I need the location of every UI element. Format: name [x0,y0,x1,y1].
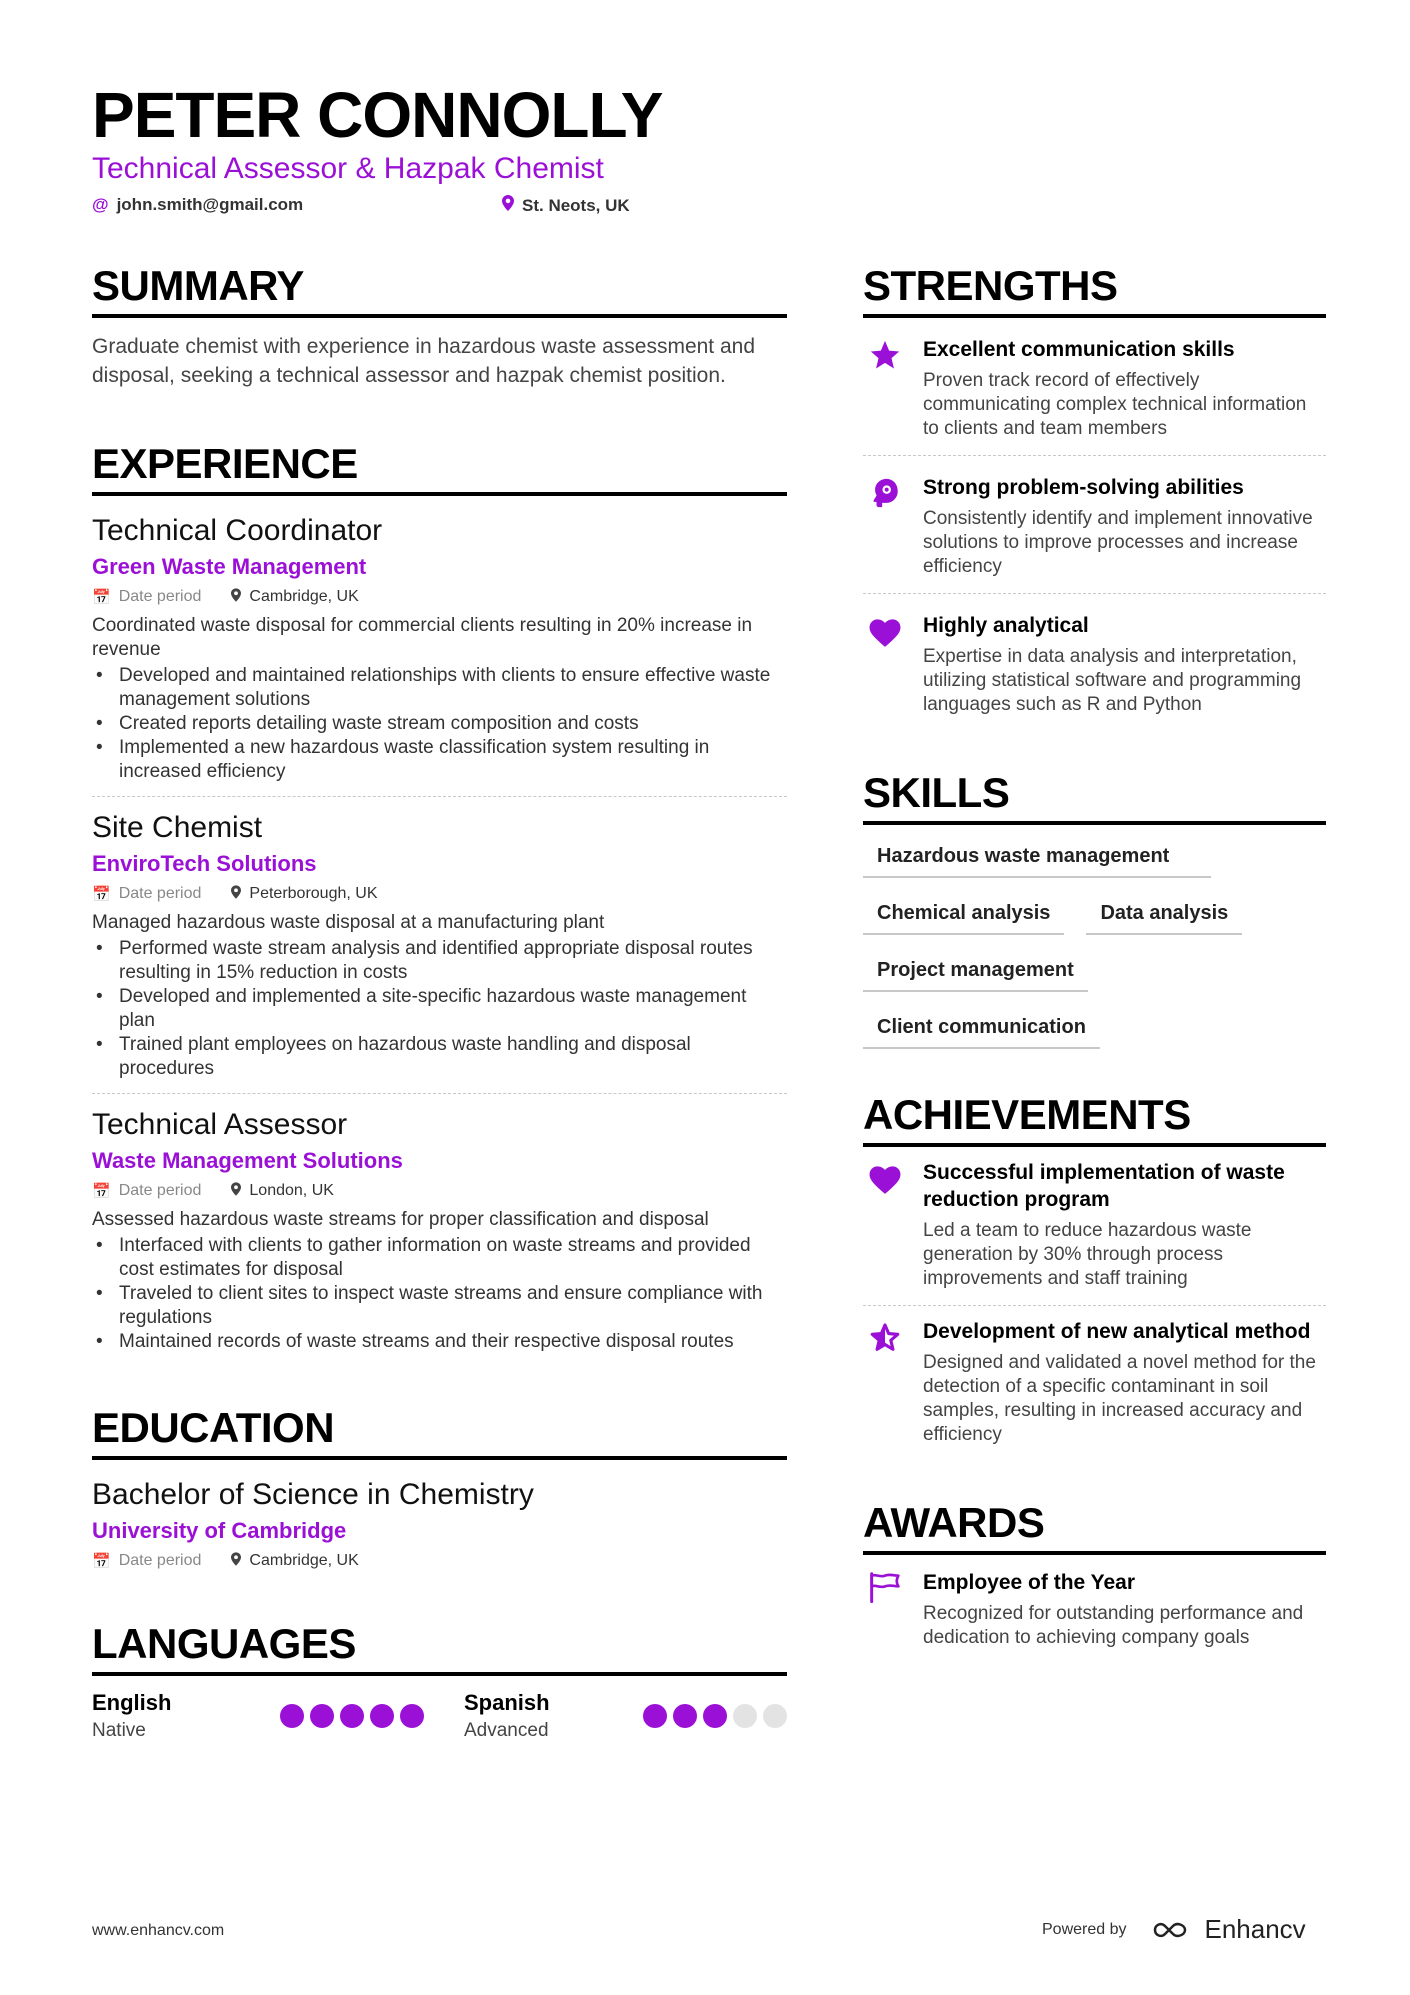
company-name: Waste Management Solutions [92,1148,403,1173]
rating-dot-filled [280,1704,304,1728]
degree: Bachelor of Science in Chemistry [92,1478,534,1511]
language-name: English [92,1690,172,1715]
skill-tag: Hazardous waste management [863,845,1211,878]
section-heading-strengths: STRENGTHS [863,262,1326,318]
location-pin-icon [502,195,514,216]
language-level: Advanced [464,1720,549,1741]
job-bullet: • Trained plant employees on hazardous waste handling and disposal procedures [92,1033,787,1081]
section-heading-awards: AWARDS [863,1499,1326,1555]
language-name: Spanish [464,1690,550,1715]
date-text: Date period [118,1182,202,1199]
strengths-list [863,318,1326,731]
skill-tag: Project management [863,959,1088,992]
education-meta [92,1552,787,1570]
summary-text: Graduate chemist with experience in hazardous waste assessment and disposal, seeking a technical assessor and hazpak chemist position. [92,335,756,387]
company-name: EnviroTech Solutions [92,851,317,876]
date-text: Date period [118,885,202,902]
job-bullets [92,937,787,1081]
rating-dot-filled [643,1704,667,1728]
strength-title: Excellent communication skills [923,338,1235,361]
rating-dot-filled [370,1704,394,1728]
calendar-icon: 📅 [92,886,111,903]
job-bullet: • Interfaced with clients to gather information on waste streams and provided cost estimates for disposal [92,1234,787,1282]
strength-item [863,455,1326,593]
job-bullets [92,664,787,784]
job-bullet: • Traveled to client sites to inspect waste streams and ensure compliance with regulations [92,1282,787,1330]
company-name: Green Waste Management [92,554,367,579]
location-text: St. Neots, UK [522,195,630,215]
candidate-name: PETER CONNOLLY [92,79,663,151]
job-role: Technical Coordinator [92,514,383,547]
job-description: Managed hazardous waste disposal at a manufacturing plant [92,912,605,933]
job-bullet: • Maintained records of waste streams and their respective disposal routes [92,1330,787,1354]
job-date [92,885,201,903]
heart-icon [863,612,907,717]
location-pin-icon [231,885,241,903]
experience-section [92,440,787,1354]
strength-description: Proven track record of effectively communicating complex technical information to clients and team members [923,370,1307,439]
award-description: Recognized for outstanding performance and dedication to achieving company goals [923,1603,1304,1648]
job-role: Technical Assessor [92,1108,348,1141]
heart-icon [863,1159,907,1291]
divider [92,1093,787,1094]
date-text: Date period [118,588,202,605]
skills-section [863,769,1326,1049]
star-outline-icon [863,1318,907,1447]
rating-dot-empty [763,1704,787,1728]
skills-list [863,845,1326,1049]
date-text: Date period [118,1552,202,1569]
language-level: Native [92,1720,146,1741]
job-bullet: • Developed and maintained relationships with clients to ensure effective waste management solutions [92,664,787,712]
rating-dot-filled [400,1704,424,1728]
contact-location [502,195,630,216]
experience-entry [92,811,787,1094]
location-text: London, UK [249,1182,334,1199]
job-role: Site Chemist [92,811,263,844]
skill-tag: Client communication [863,1016,1100,1049]
school-name: University of Cambridge [92,1518,347,1543]
star-icon [863,336,907,441]
award-title: Employee of the Year [923,1571,1136,1594]
job-bullets [92,1234,787,1354]
brand-logo [1151,1914,1306,1945]
job-meta [92,885,787,903]
location-pin-icon [231,1182,241,1200]
powered-by-label: Powered by [1042,1920,1127,1938]
job-description: Coordinated waste disposal for commercial clients resulting in 20% increase in revenue [92,615,753,660]
job-bullet: • Implemented a new hazardous waste classification system resulting in increased efficiency [92,736,787,784]
strength-title: Strong problem-solving abilities [923,476,1244,499]
calendar-icon: 📅 [92,1553,111,1570]
language-item [464,1690,787,1742]
job-date [92,1182,201,1200]
calendar-icon: 📅 [92,1183,111,1200]
achievement-item [863,1305,1326,1461]
language-rating [643,1704,787,1742]
job-description: Assessed hazardous waste streams for proper classification and disposal [92,1209,709,1230]
rating-dot-filled [340,1704,364,1728]
experience-entry [92,514,787,797]
job-meta [92,1182,787,1200]
language-item [92,1690,464,1742]
location-pin-icon [231,1552,241,1570]
location-text: Peterborough, UK [249,885,378,902]
section-heading-skills: SKILLS [863,769,1326,825]
achievement-title: Development of new analytical method [923,1320,1311,1343]
section-heading-education: EDUCATION [92,1404,787,1460]
strength-item [863,593,1326,731]
languages-section [92,1620,787,1742]
achievement-description: Led a team to reduce hazardous waste generation by 30% through process improvements and staff training [923,1220,1252,1289]
brand-name: Enhancv [1204,1914,1306,1944]
section-heading-experience: EXPERIENCE [92,440,787,496]
education-date [92,1552,201,1570]
language-rating [280,1704,424,1742]
awards-list [863,1555,1326,1664]
job-meta [92,588,787,606]
job-location [231,1182,334,1200]
achievement-description: Designed and validated a novel method for the detection of a specific contaminant in soil samples, resulting in increased accuracy and efficiency [923,1352,1316,1445]
strength-description: Consistently identify and implement innovative solutions to improve processes and increase efficiency [923,508,1313,577]
enhancv-logo-icon [1151,1918,1195,1942]
head-brain-icon [863,474,907,579]
section-heading-summary: SUMMARY [92,262,787,318]
job-location [231,885,377,903]
awards-section [863,1499,1326,1664]
achievement-title: Successful implementation of waste reduction program [923,1161,1285,1211]
job-bullet: • Created reports detailing waste stream composition and costs [92,712,787,736]
location-pin-icon [231,588,241,606]
strengths-section [863,262,1326,731]
divider [92,796,787,797]
rating-dot-filled [310,1704,334,1728]
left-column [92,262,787,1742]
at-icon: @ [92,195,109,214]
right-column [863,262,1326,1664]
languages-row [92,1690,787,1742]
skill-tag: Data analysis [1086,902,1242,935]
education-entry [92,1478,787,1570]
achievement-item [863,1147,1326,1305]
award-item [863,1555,1326,1664]
rating-dot-empty [733,1704,757,1728]
strength-title: Highly analytical [923,614,1089,637]
section-heading-languages: LANGUAGES [92,1620,787,1676]
experience-entry [92,1108,787,1354]
footer-website-link[interactable]: www.enhancv.com [92,1922,225,1939]
rating-dot-filled [673,1704,697,1728]
job-location [231,588,358,606]
job-bullet: • Developed and implemented a site-specific hazardous waste management plan [92,985,787,1033]
education-section [92,1404,787,1570]
job-bullet: • Performed waste stream analysis and identified appropriate disposal routes resulting in 15% reduction in costs [92,937,787,985]
candidate-title: Technical Assessor & Hazpak Chemist [92,152,604,185]
achievements-list [863,1147,1326,1461]
location-text: Cambridge, UK [249,588,359,605]
education-location [231,1552,358,1570]
strength-item [863,318,1326,455]
strength-description: Expertise in data analysis and interpretation, utilizing statistical software and programming languages such as R and Python [923,646,1302,715]
flag-icon [863,1569,907,1650]
rating-dot-filled [703,1704,727,1728]
job-date [92,588,201,606]
summary-section [92,262,787,390]
skill-tag: Chemical analysis [863,902,1064,935]
footer-branding[interactable] [1042,1914,1306,1945]
section-heading-achievements: ACHIEVEMENTS [863,1091,1326,1147]
achievements-section [863,1091,1326,1461]
calendar-icon: 📅 [92,589,111,606]
contact-email[interactable] [92,195,303,215]
location-text: Cambridge, UK [249,1552,359,1569]
email-text: john.smith@gmail.com [116,195,304,214]
